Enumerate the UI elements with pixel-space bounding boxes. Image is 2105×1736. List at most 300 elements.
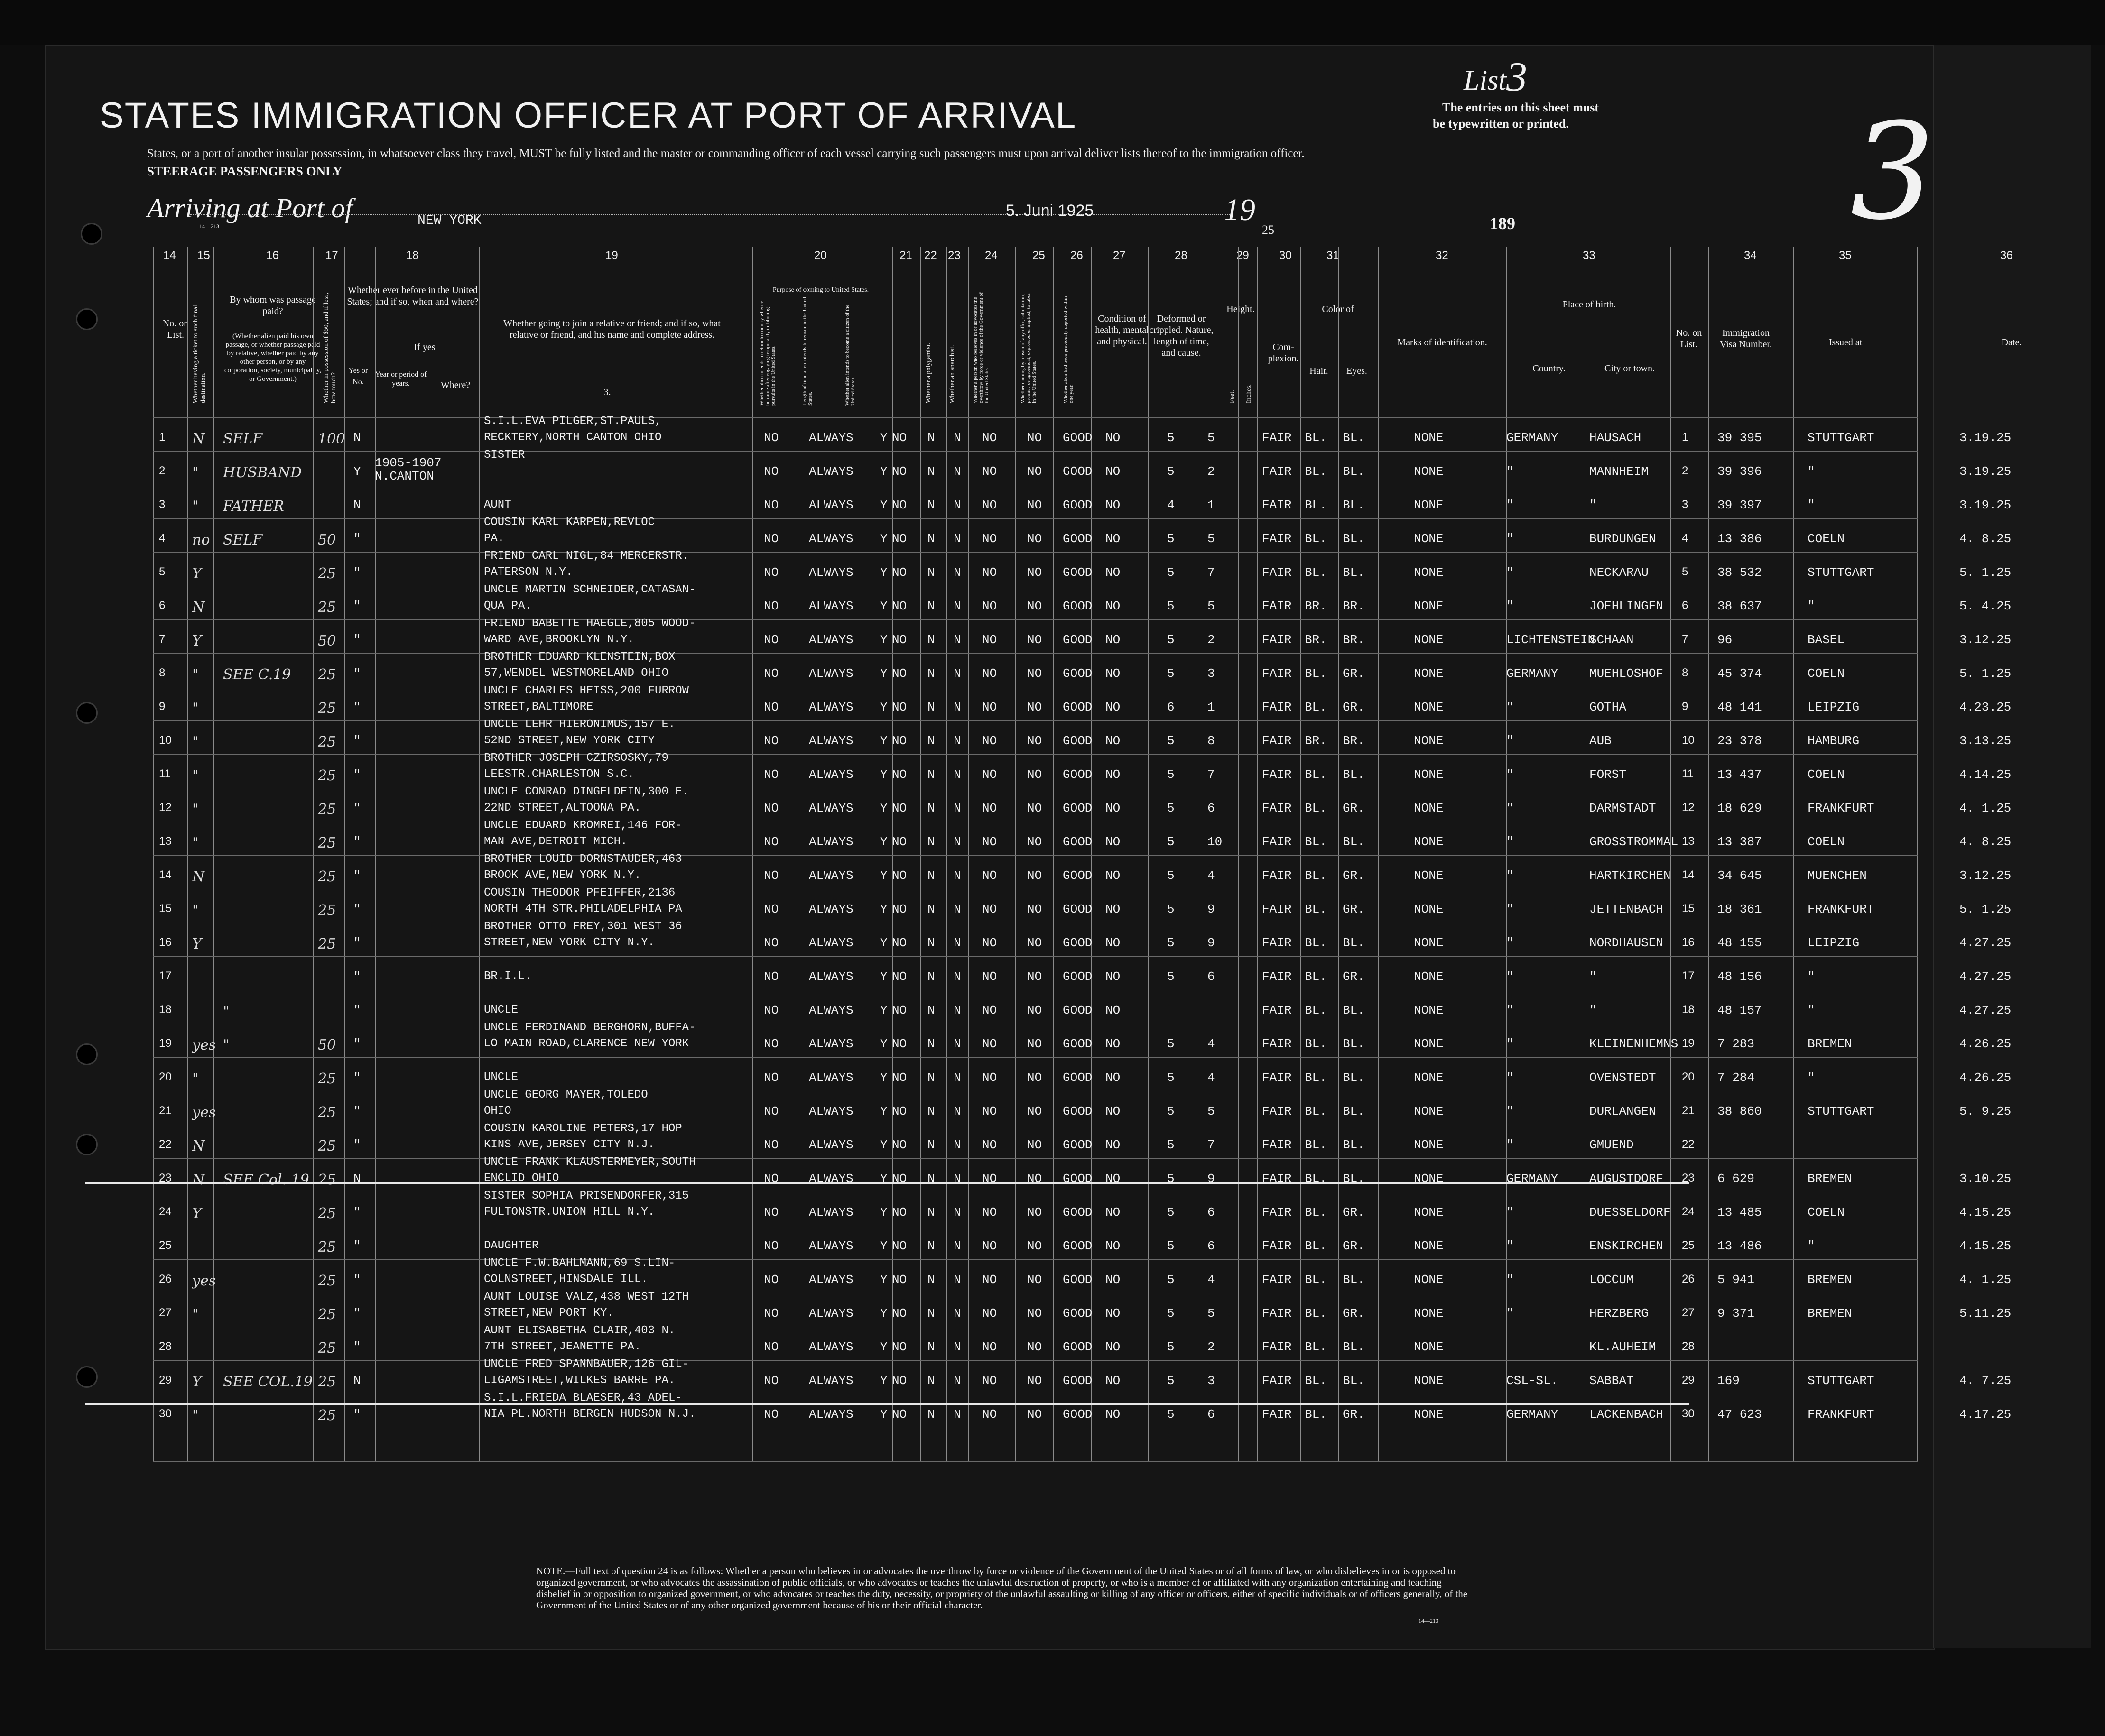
col26-value: NO — [1027, 700, 1042, 714]
birth-city: AUB — [1589, 734, 1612, 748]
table-row — [0, 1091, 2105, 1125]
col25-value: NO — [982, 633, 997, 647]
relative-line-2: FULTONSTR.UNION HILL N.Y. — [484, 1206, 655, 1219]
condition-value: GOOD — [1063, 599, 1093, 613]
row-number-2: 7 — [1682, 633, 1688, 646]
col25-value: NO — [982, 1306, 997, 1320]
deformed-value: NO — [1105, 431, 1121, 445]
col25-value: NO — [982, 1205, 997, 1219]
before-in-us: " — [353, 767, 361, 782]
visa-date: 4.27.25 — [1959, 1003, 2012, 1017]
relative-line-1: SISTER SOPHIA PRISENDORFER,315 — [484, 1190, 689, 1202]
height-inches: 5 — [1207, 431, 1215, 445]
marks-value: NONE — [1414, 700, 1444, 714]
marks-value: NONE — [1414, 868, 1444, 883]
visa-date: 3.13.25 — [1959, 734, 2012, 748]
marks-value: NONE — [1414, 1306, 1444, 1320]
col25-value: NO — [982, 1239, 997, 1253]
eye-color: BL. — [1343, 1340, 1365, 1354]
eye-color: BL. — [1343, 565, 1365, 580]
row-number: 3 — [159, 498, 166, 511]
birth-city: ENSKIRCHEN — [1589, 1239, 1664, 1253]
relative-line-2: WARD AVE,BROOKLYN N.Y. — [484, 633, 634, 646]
row-number-2: 6 — [1682, 599, 1688, 612]
complexion-value: FAIR — [1262, 700, 1292, 714]
anarchist-value: N — [927, 902, 935, 916]
visa-number: 23 378 — [1717, 734, 1762, 748]
polygamist-value: NO — [892, 970, 907, 984]
row-number-2: 19 — [1682, 1037, 1695, 1050]
col25-value: NO — [982, 532, 997, 546]
birth-city: NORDHAUSEN — [1589, 936, 1664, 950]
relative-line-1: FRIEND BABETTE HAEGLE,805 WOOD- — [484, 617, 696, 630]
column-number: 35 — [1839, 249, 1852, 262]
col26-value: NO — [1027, 498, 1042, 512]
visa-date: 4.26.25 — [1959, 1037, 2012, 1051]
condition-value: GOOD — [1063, 868, 1093, 883]
relative-line-2: 7TH STREET,JEANETTE PA. — [484, 1340, 641, 1353]
birth-country: " — [1506, 970, 1514, 984]
purpose-length: ALWAYS — [809, 431, 853, 445]
where-in-us: N.CANTON — [375, 469, 434, 483]
eye-color: BL. — [1343, 767, 1365, 782]
hair-color: BL. — [1305, 565, 1327, 580]
row-number: 17 — [159, 970, 172, 982]
col26-value: NO — [1027, 1340, 1042, 1354]
height-feet: 5 — [1167, 565, 1175, 580]
header-color-of: Color of— — [1322, 304, 1363, 314]
ticket-value: N — [192, 431, 205, 447]
money-amount: 25 — [318, 1273, 336, 1289]
purpose-return: NO — [764, 1306, 779, 1320]
deformed-value: NO — [1105, 1306, 1121, 1320]
visa-number: 39 397 — [1717, 498, 1762, 512]
purpose-return: NO — [764, 700, 779, 714]
header-country: Country. — [1532, 363, 1566, 374]
hair-color: BL. — [1305, 1374, 1327, 1388]
purpose-length: ALWAYS — [809, 599, 853, 613]
handwritten-sheet-number: 3 — [1850, 95, 1935, 249]
visa-date: 4.15.25 — [1959, 1205, 2012, 1219]
footer-note: NOTE.—Full text of question 24 is as follows: Whether a person who believes in or advocates the overthrow by force or violence of the Government of the United States or of all forms of law, or who disbelieves in or is opposed to organized government, or who advocates the assassination of public officials, or who advocates or teaches the unlawful destruction of property, or who is a member of or affiliated with any organization entertaining and teaching disbelief in or opposition to organized government, or who advocates or teaches the duty, necessity, or propriety of the unlawful assaulting or killing of any officer or officers, either of specific individuals or of officers generally, of the Government of the United States or of any other organized government because of his or their official character. — [536, 1565, 1468, 1611]
visa-number: 48 157 — [1717, 1003, 1762, 1017]
visa-number: 7 284 — [1717, 1071, 1755, 1085]
polygamist-value: NO — [892, 1407, 907, 1422]
col24-value: N — [954, 1273, 961, 1287]
birth-country: " — [1506, 1104, 1514, 1118]
complexion-value: FAIR — [1262, 1407, 1292, 1422]
birth-country: " — [1506, 1205, 1514, 1219]
before-in-us: " — [353, 700, 361, 714]
issued-at: " — [1808, 1239, 1815, 1253]
col25-value: NO — [982, 767, 997, 782]
money-amount: 25 — [318, 1407, 336, 1424]
header-money: Whether in possession of $50, and if less, how much? — [323, 293, 337, 403]
polygamist-value: NO — [892, 801, 907, 815]
eye-color: BL. — [1343, 835, 1365, 849]
polygamist-value: NO — [892, 700, 907, 714]
birth-city: MANNHEIM — [1589, 464, 1649, 479]
row-number-2: 26 — [1682, 1273, 1695, 1285]
row-number: 16 — [159, 936, 172, 949]
purpose-citizen: Y — [880, 532, 888, 546]
birth-city: BURDUNGEN — [1589, 532, 1656, 546]
visa-date: 5.11.25 — [1959, 1306, 2012, 1320]
col24-value: N — [954, 666, 961, 681]
anarchist-value: N — [927, 936, 935, 950]
complexion-value: FAIR — [1262, 1003, 1292, 1017]
ticket-value: " — [192, 1306, 199, 1323]
purpose-return: NO — [764, 1340, 779, 1354]
col25-value: NO — [982, 1138, 997, 1152]
table-row — [0, 886, 2105, 923]
purpose-length: ALWAYS — [809, 1306, 853, 1320]
deformed-value: NO — [1105, 970, 1121, 984]
deformed-value: NO — [1105, 936, 1121, 950]
col25-value: NO — [982, 734, 997, 748]
purpose-citizen: Y — [880, 936, 888, 950]
eye-color: GR. — [1343, 1306, 1365, 1320]
complexion-value: FAIR — [1262, 565, 1292, 580]
money-amount: 25 — [318, 1340, 336, 1357]
relative-line-2: 52ND STREET,NEW YORK CITY — [484, 734, 655, 747]
visa-date: 4.23.25 — [1959, 700, 2012, 714]
anarchist-value: N — [927, 1071, 935, 1085]
visa-date: 4. 8.25 — [1959, 532, 2012, 546]
deformed-value: NO — [1105, 1003, 1121, 1017]
condition-value: GOOD — [1063, 1340, 1093, 1354]
header-relative: Whether going to join a relative or friend; and if so, what relative or friend, and his name and complete address. — [503, 318, 721, 340]
header-purpose-return: Whether alien intends to return to country whence he came after engaging temporarily in laboring pursuits in the United States. — [759, 301, 776, 406]
col26-value: NO — [1027, 1138, 1042, 1152]
hair-color: BR. — [1305, 633, 1327, 647]
condition-value: GOOD — [1063, 1104, 1093, 1118]
issued-at: " — [1808, 970, 1815, 984]
arriving-label: Arriving at Port of — [147, 193, 353, 223]
complexion-value: FAIR — [1262, 1239, 1292, 1253]
height-inches: 9 — [1207, 1172, 1215, 1186]
visa-date: 5. 4.25 — [1959, 599, 2012, 613]
purpose-return: NO — [764, 464, 779, 479]
col25-value: NO — [982, 1071, 997, 1085]
visa-number: 39 395 — [1717, 431, 1762, 445]
header-condition: Condition of health, mental and physical. — [1095, 314, 1149, 347]
purpose-length: ALWAYS — [809, 936, 853, 950]
birth-country: " — [1506, 1306, 1514, 1320]
money-amount: 25 — [318, 902, 336, 919]
issued-at: " — [1808, 1003, 1815, 1017]
before-in-us: " — [353, 532, 361, 546]
height-feet: 5 — [1167, 868, 1175, 883]
header-date: Date. — [2001, 337, 2022, 348]
col24-value: N — [954, 1374, 961, 1388]
relative-line-1: BROTHER EDUARD KLENSTEIN,BOX — [484, 651, 676, 664]
height-inches: 5 — [1207, 1306, 1215, 1320]
complexion-value: FAIR — [1262, 666, 1292, 681]
purpose-citizen: Y — [880, 1306, 888, 1320]
height-inches: 7 — [1207, 767, 1215, 782]
birth-country: " — [1506, 767, 1514, 782]
table-row — [0, 855, 2105, 889]
header-no-on-list: No. on List. — [162, 318, 189, 340]
money-amount: 25 — [318, 599, 336, 616]
marks-value: NONE — [1414, 565, 1444, 580]
height-feet: 5 — [1167, 1273, 1175, 1287]
col24-value: N — [954, 599, 961, 613]
birth-city: JETTENBACH — [1589, 902, 1664, 916]
col24-value: N — [954, 633, 961, 647]
deformed-value: NO — [1105, 666, 1121, 681]
birth-country: " — [1506, 464, 1514, 479]
polygamist-value: NO — [892, 1273, 907, 1287]
purpose-return: NO — [764, 868, 779, 883]
money-amount: 25 — [318, 1172, 336, 1188]
header-anarchist: Whether an anarchist. — [949, 345, 956, 403]
relative-line-2: RECKTERY,NORTH CANTON OHIO — [484, 431, 662, 444]
complexion-value: FAIR — [1262, 633, 1292, 647]
hair-color: BL. — [1305, 1306, 1327, 1320]
row-number: 11 — [159, 767, 171, 780]
passage-paid: " — [223, 1037, 230, 1053]
purpose-citizen: Y — [880, 1138, 888, 1152]
row-number-2: 20 — [1682, 1071, 1695, 1083]
complexion-value: FAIR — [1262, 1273, 1292, 1287]
col24-value: N — [954, 970, 961, 984]
before-in-us: " — [353, 734, 361, 748]
purpose-length: ALWAYS — [809, 835, 853, 849]
hair-color: BL. — [1305, 1071, 1327, 1085]
before-in-us: " — [353, 801, 361, 815]
relative-line-2: DAUGHTER — [484, 1239, 539, 1252]
purpose-return: NO — [764, 970, 779, 984]
purpose-citizen: Y — [880, 801, 888, 815]
relative-line-2: NIA PL.NORTH BERGEN HUDSON N.J. — [484, 1408, 696, 1421]
col25-value: NO — [982, 498, 997, 512]
visa-date: 3.12.25 — [1959, 633, 2012, 647]
col26-value: NO — [1027, 1071, 1042, 1085]
complexion-value: FAIR — [1262, 1071, 1292, 1085]
before-in-us: " — [353, 1273, 361, 1287]
relative-line-1: COUSIN KAROLINE PETERS,17 HOP — [484, 1122, 682, 1135]
eye-color: BL. — [1343, 1273, 1365, 1287]
purpose-return: NO — [764, 1239, 779, 1253]
column-number: 30 — [1279, 249, 1292, 262]
birth-city: LOCCUM — [1589, 1273, 1634, 1287]
height-inches: 6 — [1207, 801, 1215, 815]
purpose-citizen: Y — [880, 633, 888, 647]
col25-value: NO — [982, 1172, 997, 1186]
before-in-us: " — [353, 1205, 361, 1219]
col25-value: NO — [982, 1407, 997, 1422]
complexion-value: FAIR — [1262, 464, 1292, 479]
col25-value: NO — [982, 1003, 997, 1017]
money-amount: 25 — [318, 1205, 336, 1222]
height-inches: 4 — [1207, 1037, 1215, 1051]
row-number: 8 — [159, 666, 166, 679]
header-feet: Feet. — [1229, 390, 1236, 403]
col26-value: NO — [1027, 1037, 1042, 1051]
header-purpose-length: Length of time alien intends to remain in the United States. — [802, 297, 813, 406]
birth-country: " — [1506, 532, 1514, 546]
column-number: 16 — [266, 249, 279, 262]
col24-value: N — [954, 1003, 961, 1017]
condition-value: GOOD — [1063, 1239, 1093, 1253]
purpose-citizen: Y — [880, 599, 888, 613]
hair-color: BL. — [1305, 1037, 1327, 1051]
row-number-2: 1 — [1682, 431, 1688, 443]
birth-country: " — [1506, 936, 1514, 950]
visa-number: 48 156 — [1717, 970, 1762, 984]
row-number-2: 2 — [1682, 464, 1688, 477]
table-row — [0, 1158, 2105, 1192]
relative-line-1: UNCLE F.W.BAHLMANN,69 S.LIN- — [484, 1257, 676, 1270]
passage-paid: FATHER — [223, 498, 284, 515]
money-amount: 100 — [318, 431, 345, 447]
money-amount: 25 — [318, 868, 336, 885]
birth-city: SABBAT — [1589, 1374, 1634, 1388]
height-feet: 5 — [1167, 1407, 1175, 1422]
condition-value: GOOD — [1063, 1374, 1093, 1388]
relative-line-1: UNCLE MARTIN SCHNEIDER,CATASAN- — [484, 583, 696, 596]
eye-color: BL. — [1343, 1138, 1365, 1152]
eye-color: BL. — [1343, 1071, 1365, 1085]
condition-value: GOOD — [1063, 1273, 1093, 1287]
birth-city: KLEINENHEMNS — [1589, 1037, 1678, 1051]
deformed-value: NO — [1105, 1239, 1121, 1253]
row-number-2: 14 — [1682, 868, 1695, 881]
col26-value: NO — [1027, 835, 1042, 849]
col26-value: NO — [1027, 902, 1042, 916]
height-inches: 3 — [1207, 1374, 1215, 1388]
eye-color: GR. — [1343, 801, 1365, 815]
height-feet: 5 — [1167, 1340, 1175, 1354]
visa-number: 7 283 — [1717, 1037, 1755, 1051]
table-row — [0, 1021, 2105, 1057]
height-inches: 10 — [1207, 835, 1223, 849]
purpose-citizen: Y — [880, 868, 888, 883]
col24-value: N — [954, 1340, 961, 1354]
column-number: 28 — [1175, 249, 1187, 262]
marks-value: NONE — [1414, 464, 1444, 479]
hair-color: BL. — [1305, 1407, 1327, 1422]
row-number-2: 23 — [1682, 1172, 1695, 1184]
anarchist-value: N — [927, 1104, 935, 1118]
money-amount: 25 — [318, 1104, 336, 1121]
birth-city: " — [1589, 1003, 1597, 1017]
polygamist-value: NO — [892, 1205, 907, 1219]
header-where: Where? — [440, 380, 471, 390]
before-in-us: " — [353, 599, 361, 613]
relative-line-1: AUNT LOUISE VALZ,438 WEST 12TH — [484, 1291, 689, 1303]
column-number: 21 — [899, 249, 912, 262]
col25-value: NO — [982, 431, 997, 445]
height-feet: 5 — [1167, 1172, 1175, 1186]
header-inches: Inches. — [1245, 384, 1252, 403]
purpose-return: NO — [764, 666, 779, 681]
condition-value: GOOD — [1063, 734, 1093, 748]
ticket-value: no — [192, 532, 210, 548]
relative-line-1: UNCLE FRANK KLAUSTERMEYER,SOUTH — [484, 1156, 696, 1169]
header-purpose-citizen: Whether alien intends to become a citizen of the United States. — [844, 305, 856, 406]
table-row — [0, 920, 2105, 956]
col24-value: N — [954, 936, 961, 950]
complexion-value: FAIR — [1262, 1340, 1292, 1354]
table-row — [0, 1394, 2105, 1428]
hair-color: BR. — [1305, 734, 1327, 748]
deformed-value: NO — [1105, 633, 1121, 647]
deformed-value: NO — [1105, 767, 1121, 782]
col25-value: NO — [982, 902, 997, 916]
relative-line-2: MAN AVE,DETROIT MICH. — [484, 835, 628, 848]
purpose-citizen: Y — [880, 902, 888, 916]
col25-value: NO — [982, 835, 997, 849]
height-feet: 5 — [1167, 936, 1175, 950]
height-inches: 9 — [1207, 902, 1215, 916]
eye-color: GR. — [1343, 1239, 1365, 1253]
money-amount: 25 — [318, 1306, 336, 1323]
money-amount: 25 — [318, 666, 336, 683]
list-label: List — [1464, 65, 1507, 96]
visa-number: 13 486 — [1717, 1239, 1762, 1253]
before-in-us: N — [353, 431, 361, 445]
col24-value: N — [954, 1172, 961, 1186]
before-in-us: " — [353, 970, 361, 984]
col26-value: NO — [1027, 936, 1042, 950]
condition-value: GOOD — [1063, 532, 1093, 546]
table-row — [0, 1192, 2105, 1226]
deformed-value: NO — [1105, 1340, 1121, 1354]
col24-value: N — [954, 801, 961, 815]
eye-color: BL. — [1343, 1104, 1365, 1118]
anarchist-value: N — [927, 1374, 935, 1388]
visa-number: 13 485 — [1717, 1205, 1762, 1219]
col25-value: NO — [982, 1037, 997, 1051]
visa-date: 4.15.25 — [1959, 1239, 2012, 1253]
anarchist-value: N — [927, 1306, 935, 1320]
header-visa: Immigration Visa Number. — [1720, 328, 1772, 350]
strike-line — [85, 1403, 1689, 1405]
before-in-us: " — [353, 1138, 361, 1152]
table-row — [0, 684, 2105, 720]
column-number: 14 — [163, 249, 176, 262]
row-number-2: 10 — [1682, 734, 1695, 747]
purpose-return: NO — [764, 532, 779, 546]
col26-value: NO — [1027, 1205, 1042, 1219]
birth-city: HAUSACH — [1589, 431, 1641, 445]
relative-line-1: UNCLE CHARLES HEISS,200 FURROW — [484, 684, 689, 697]
col24-value: N — [954, 1071, 961, 1085]
header-yes-no: Yes or No. — [348, 367, 368, 386]
passage-paid: SELF — [223, 532, 263, 548]
row-number-2: 12 — [1682, 801, 1695, 814]
header-height: Height. — [1226, 304, 1255, 314]
anarchist-value: N — [927, 1407, 935, 1422]
col26-value: NO — [1027, 532, 1042, 546]
col24-value: N — [954, 767, 961, 782]
row-number: 15 — [159, 902, 172, 915]
passage-paid: SEE C.19 — [223, 666, 291, 683]
purpose-length: ALWAYS — [809, 734, 853, 748]
header-purpose: Purpose of coming to United States. — [772, 286, 869, 294]
complexion-value: FAIR — [1262, 1374, 1292, 1388]
polygamist-value: NO — [892, 1037, 907, 1051]
polygamist-value: NO — [892, 1374, 907, 1388]
before-in-us: " — [353, 1306, 361, 1320]
eye-color: GR. — [1343, 868, 1365, 883]
row-number: 23 — [159, 1172, 172, 1184]
col24-value: N — [954, 868, 961, 883]
birth-city: " — [1589, 498, 1597, 512]
